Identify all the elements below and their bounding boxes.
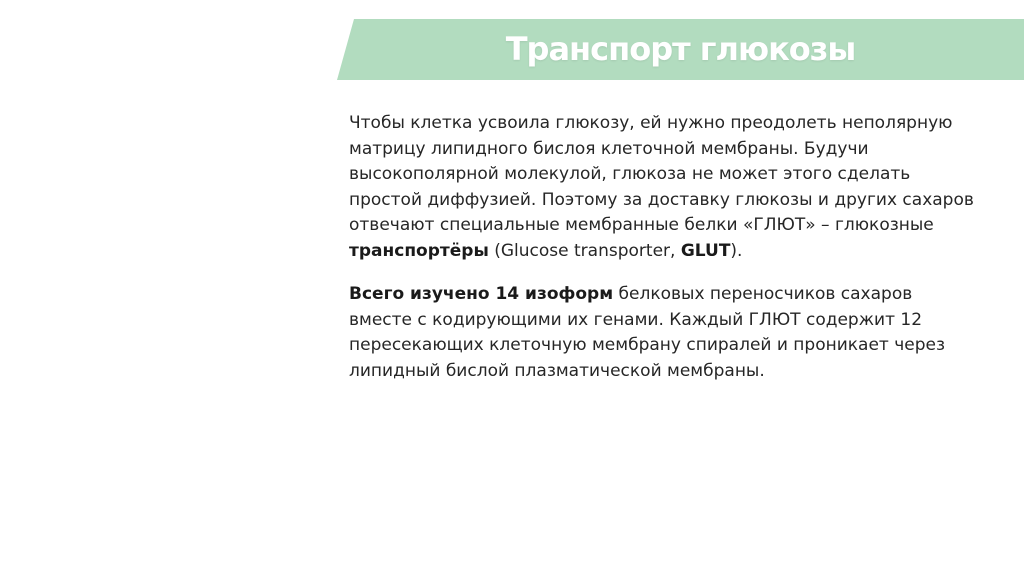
paragraph-1-line-6-mid: (Glucose transporter, (488, 240, 681, 261)
paragraph-2-line-1-rest: белковых переносчиков сахаров (613, 284, 913, 304)
paragraph-1-line-4: простой диффузией. Поэтому за доставку глюкозы и других сахаров (349, 189, 974, 210)
slide-body (349, 111, 1024, 384)
paragraph-1-line-3: высокополярной молекулой, глюкоза не может этого сделать (349, 164, 911, 184)
paragraph-1-line-2: матрицу липидного бислоя клеточной мембраны. Будучи (349, 138, 869, 159)
paragraph-1-line-6 (349, 239, 1024, 265)
term-transporters: транспортёры (349, 240, 489, 261)
paragraph-1-line-5: отвечают специальные мембранные белки «ГЛЮТ» – глюкозные (349, 215, 934, 235)
term-isoforms: Всего изучено 14 изоформ (349, 284, 614, 304)
paragraph-2 (349, 282, 1024, 384)
paragraph-1-line-1: Чтобы клетка усвоила глюкозу, ей нужно преодолеть неполярную (349, 113, 953, 133)
slide-title: Транспорт глюкозы (505, 30, 856, 68)
paragraph-2-line-1 (349, 282, 1024, 308)
paragraph-1 (349, 111, 1024, 264)
paragraph-2-line-2: вместе с кодирующими их генами. Каждый ГЛЮТ содержит 12 (349, 309, 923, 330)
paragraph-2-line-3: пересекающих клеточную мембрану спиралей и проникает через (349, 335, 946, 355)
paragraph-2-line-4: липидный бислой плазматической мембраны. (349, 360, 765, 381)
paragraph-1-line-6-end: ). (730, 240, 743, 261)
term-glut: GLUT (680, 240, 731, 261)
